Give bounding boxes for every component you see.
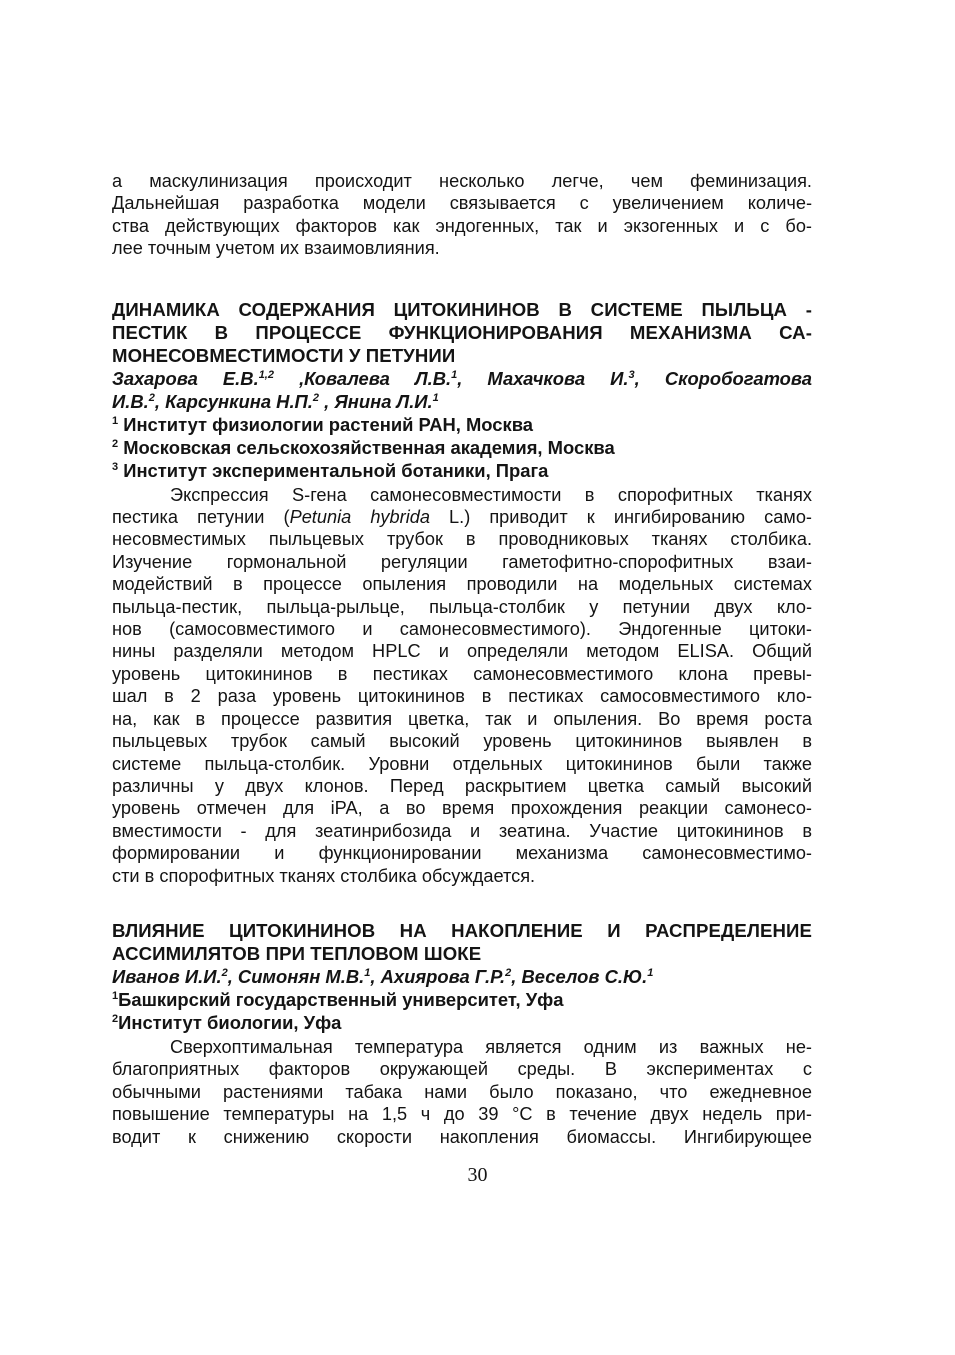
- text-line: лее точным учетом их взаимовлияния.: [112, 238, 440, 259]
- text-line: уровень цитокининов в пестиках самонесовместимого клона превы-: [112, 663, 812, 684]
- authors-line: [112, 965, 812, 988]
- title-line: ВЛИЯНИЕ ЦИТОКИНИНОВ НА НАКОПЛЕНИЕ И РАСПРЕДЕЛЕНИЕ: [112, 919, 812, 941]
- text-line: Сверхоптимальная температура является одним из важных не-: [170, 1036, 812, 1057]
- article-title: [112, 298, 812, 367]
- text-line: формировании и функционировании механизма самонесовместимо-: [112, 843, 812, 864]
- article-title: [112, 919, 812, 965]
- affiliation: [112, 436, 812, 459]
- article-cytokinin-dynamics: [112, 298, 812, 887]
- species-name: Petunia hybrida: [289, 507, 430, 528]
- text-line: вместимости - для зеатинрибозида и зеатина. Участие цитокининов в: [112, 820, 812, 841]
- affiliation-mark: 2: [112, 437, 119, 450]
- author-affiliation-mark: 3: [628, 368, 635, 381]
- text-line: модействий в процессе опыления проводили на модельных системах: [112, 574, 812, 595]
- title-line: ПЕСТИК В ПРОЦЕССЕ ФУНКЦИОНИРОВАНИЯ МЕХАНИЗМА СА-: [112, 321, 812, 343]
- author-name: ,Ковалева Л.В.: [273, 367, 452, 389]
- title-line: ДИНАМИКА СОДЕРЖАНИЯ ЦИТОКИНИНОВ В СИСТЕМЕ ПЫЛЬЦА -: [112, 298, 812, 320]
- author-affiliation-mark: 2: [505, 966, 512, 979]
- author-affiliation-mark: 1: [647, 966, 654, 979]
- text-line: сти в спорофитных тканях столбика обсуждается.: [112, 865, 536, 886]
- text-line: системе пыльца-столбик. Уровни отдельных цитокининов были также: [112, 753, 812, 774]
- text-line: ства действующих факторов как эндогенных, так и экзогенных и с бо-: [112, 215, 812, 236]
- author-name: , Махачкова И.: [457, 367, 629, 389]
- text-span: пестика петунии (: [112, 507, 290, 528]
- author-affiliation-mark: 1: [364, 966, 371, 979]
- affiliation-text: Институт экспериментальной ботаники, Прага: [118, 459, 549, 481]
- author-affiliation-mark: 2: [221, 966, 228, 979]
- title-line: МОНЕСОВМЕСТИМОСТИ У ПЕТУНИИ: [112, 344, 456, 366]
- text-line: а маскулинизация происходит несколько легче, чем феминизация.: [112, 171, 812, 191]
- intro-paragraph: [112, 170, 812, 260]
- authors-line: [112, 367, 812, 390]
- author-name: Захарова Е.В.: [112, 367, 259, 389]
- text-line: уровень отмечен для iPA, а во время прохождения реакции самонесо-: [112, 798, 812, 819]
- affiliation-text: Институт физиологии растений РАН, Москва: [118, 413, 534, 435]
- text-line: шал в 2 раза уровень цитокининов в пестиках самосовместимого кло-: [112, 686, 812, 707]
- author-name: , Скоробогатова: [634, 367, 813, 389]
- text-line: обычными растениями табака нами было показано, что ежедневное: [112, 1081, 812, 1102]
- affiliation-mark: 1: [112, 414, 119, 427]
- affiliation: [112, 1011, 812, 1034]
- text-span: L.) приводит к ингибированию само-: [429, 507, 812, 528]
- article-heat-shock: [112, 919, 812, 1148]
- affiliation-mark: 3: [112, 460, 119, 473]
- text-line: нов (самосовместимого и самонесовместимого). Эндогенные цитоки-: [112, 619, 812, 640]
- affiliation-mark: 1: [112, 989, 119, 1002]
- page-content: [112, 170, 812, 1148]
- text-line: Экспрессия S-гена самонесовместимости в спорофитных тканях: [170, 484, 812, 505]
- article-abstract: [112, 484, 812, 887]
- author-affiliation-mark: 1: [432, 391, 439, 404]
- text-line: водит к снижению скорости накопления биомассы. Ингибирующее: [112, 1126, 812, 1147]
- affiliation-text: Московская сельскохозяйственная академия, Москва: [118, 436, 615, 458]
- author-name: , Ахиярова Г.Р.: [370, 965, 506, 987]
- authors-line: [112, 390, 812, 413]
- text-line: на, как в процессе развития цветка, так и опыления. Во время роста: [112, 708, 812, 729]
- text-line: нины разделяли методом HPLC и определяли методом ELISA. Общий: [112, 641, 812, 662]
- text-line: пыльцевых трубок самый высокий уровень цитокининов выявлен в: [112, 731, 812, 752]
- author-affiliation-mark: 2: [312, 391, 320, 404]
- author-name: , Карсункина Н.П.: [154, 390, 313, 412]
- article-authors: [112, 965, 812, 988]
- text-line: [112, 506, 812, 528]
- affiliation-mark: 2: [112, 1012, 119, 1025]
- text-line: Дальнейшая разработка модели связывается с увеличением количе-: [112, 193, 812, 214]
- text-line: благоприятных факторов окружающей среды. В экспериментах с: [112, 1059, 812, 1080]
- author-name: И.В.: [112, 390, 149, 412]
- author-affiliation-mark: 2: [148, 391, 155, 404]
- author-name: , Янина Л.И.: [319, 390, 433, 412]
- text-line: пыльца-пестик, пыльца-рыльце, пыльца-столбик у петунии двух кло-: [112, 596, 812, 617]
- affiliation: [112, 988, 812, 1011]
- text-line: повышение температуры на 1,5 ч до 39 °С в течение двух недель при-: [112, 1104, 812, 1125]
- page-number: 30: [467, 1164, 488, 1186]
- affiliation-text: Институт биологии, Уфа: [118, 1011, 342, 1033]
- text-line: различны у двух клонов. Перед раскрытием цветка самый высокий: [112, 775, 812, 796]
- affiliation: [112, 459, 812, 482]
- text-line: Изучение гормональной регуляции гаметофитно-спорофитных взаи-: [112, 551, 812, 572]
- author-affiliation-mark: 1: [451, 368, 458, 381]
- author-name: , Симонян М.В.: [227, 965, 365, 987]
- title-line: АССИМИЛЯТОВ ПРИ ТЕПЛОВОМ ШОКЕ: [112, 942, 482, 964]
- author-name: Иванов И.И.: [112, 965, 222, 987]
- author-affiliation-mark: 1,2: [258, 368, 274, 381]
- text-line: несовместимых пыльцевых трубок в проводниковых тканях столбика.: [112, 529, 812, 550]
- affiliation-text: Башкирский государственный университет, Уфа: [118, 988, 564, 1010]
- affiliation: [112, 413, 812, 436]
- article-authors: [112, 367, 812, 413]
- article-abstract: [112, 1036, 812, 1148]
- author-name: , Веселов С.Ю.: [511, 965, 648, 987]
